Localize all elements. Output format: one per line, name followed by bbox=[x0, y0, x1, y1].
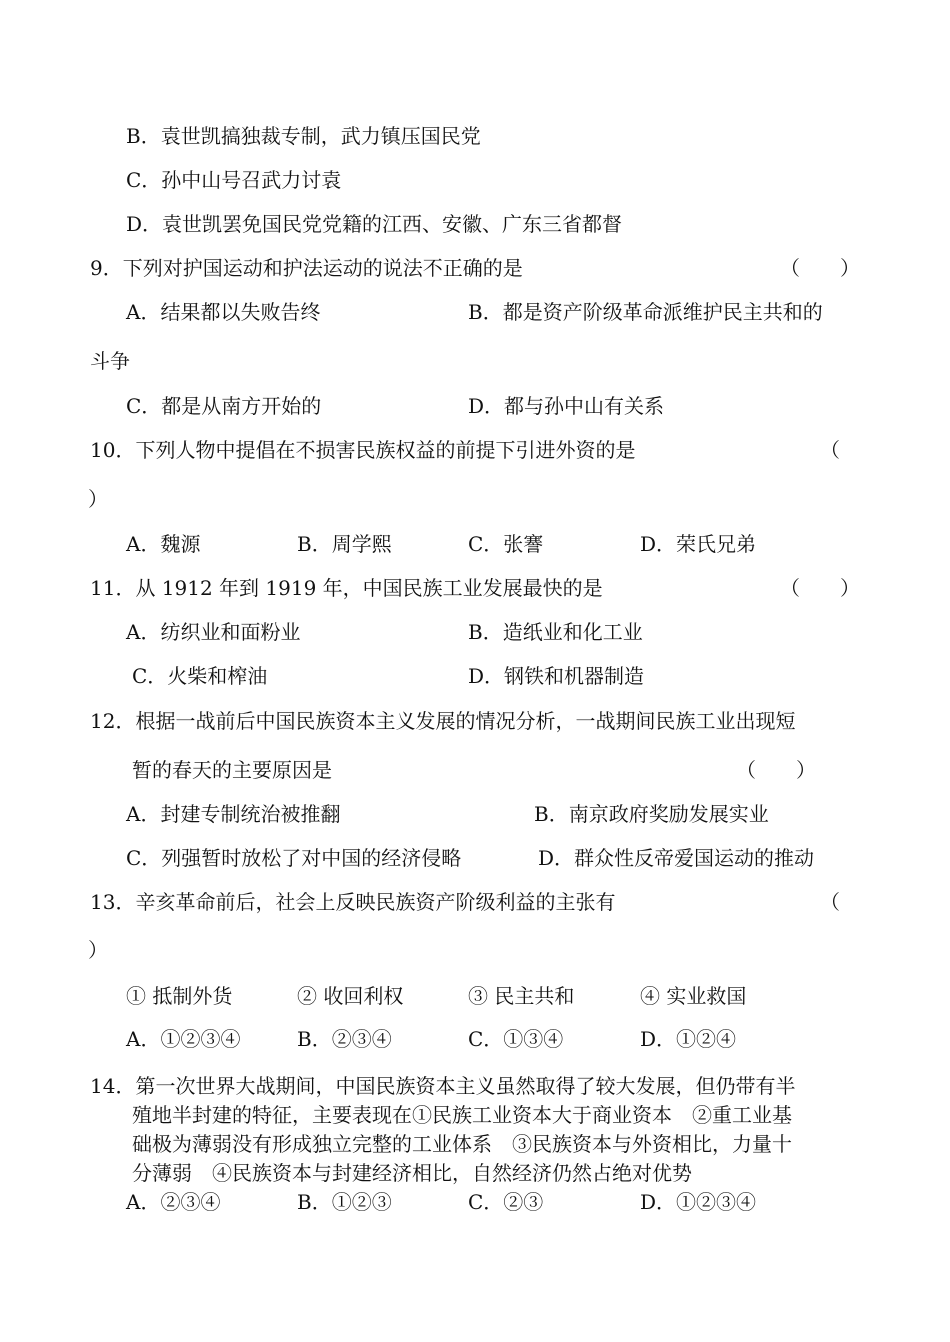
q10-option-b: B．周学熙 bbox=[297, 532, 392, 556]
q12-option-c: C．列强暂时放松了对中国的经济侵略 bbox=[126, 846, 462, 870]
q13-item-4: ④ 实业救国 bbox=[640, 984, 747, 1008]
q11-option-a: A．纺织业和面粉业 bbox=[126, 620, 301, 644]
q8-option-d: D．袁世凯罢免国民党党籍的江西、安徽、广东三省都督 bbox=[126, 212, 623, 236]
q14-option-a: A．②③④ bbox=[126, 1190, 221, 1214]
q13-item-3: ③ 民主共和 bbox=[468, 984, 575, 1008]
q12-option-a: A．封建专制统治被推翻 bbox=[126, 802, 341, 826]
q9-option-b-wrap: 斗争 bbox=[90, 349, 130, 373]
q13-option-a: A．①②③④ bbox=[126, 1027, 241, 1051]
q10-paren-open: （ bbox=[820, 438, 840, 462]
q9-option-a: A．结果都以失败告终 bbox=[126, 300, 321, 324]
q14-stem-line-3: 础极为薄弱没有形成独立完整的工业体系 ③民族资本与外资相比，力量十 bbox=[132, 1132, 792, 1156]
q14-stem-line-2: 殖地半封建的特征，主要表现在①民族工业资本大于商业资本 ②重工业基 bbox=[132, 1103, 792, 1127]
q9-option-c: C．都是从南方开始的 bbox=[126, 394, 322, 418]
q12-answer-paren: （ ） bbox=[736, 758, 816, 782]
q14-stem-line-1: 14．第一次世界大战期间，中国民族资本主义虽然取得了较大发展，但仍带有半 bbox=[90, 1074, 796, 1098]
q10-option-d: D．荣氏兄弟 bbox=[640, 532, 757, 556]
q14-option-b: B．①②③ bbox=[297, 1190, 392, 1214]
q11-stem: 11．从 1912 年到 1919 年，中国民族工业发展最快的是 bbox=[90, 576, 603, 600]
q11-option-d: D．钢铁和机器制造 bbox=[468, 664, 645, 688]
q12-option-d: D．群众性反帝爱国运动的推动 bbox=[538, 846, 815, 870]
q13-paren-open: （ bbox=[820, 890, 840, 914]
q9-option-d: D．都与孙中山有关系 bbox=[468, 394, 665, 418]
q14-stem-line-4: 分薄弱 ④民族资本与封建经济相比，自然经济仍然占绝对优势 bbox=[132, 1161, 692, 1185]
q13-item-1: ① 抵制外货 bbox=[126, 984, 233, 1008]
q8-option-c: C．孙中山号召武力讨袁 bbox=[126, 168, 342, 192]
q10-option-c: C．张謇 bbox=[468, 532, 544, 556]
q10-option-a: A．魏源 bbox=[126, 532, 201, 556]
q13-stem: 13．辛亥革命前后，社会上反映民族资产阶级利益的主张有 bbox=[90, 890, 616, 914]
q12-option-b: B．南京政府奖励发展实业 bbox=[534, 802, 769, 826]
q13-option-d: D．①②④ bbox=[640, 1027, 737, 1051]
q9-answer-paren: （ ） bbox=[780, 256, 860, 280]
q13-option-c: C．①③④ bbox=[468, 1027, 564, 1051]
q14-option-c: C．②③ bbox=[468, 1190, 544, 1214]
q10-stem: 10．下列人物中提倡在不损害民族权益的前提下引进外资的是 bbox=[90, 438, 636, 462]
q9-stem: 9．下列对护国运动和护法运动的说法不正确的是 bbox=[90, 256, 523, 280]
q11-answer-paren: （ ） bbox=[780, 576, 860, 600]
q12-stem-line-2: 暂的春天的主要原因是 bbox=[132, 758, 332, 782]
q13-option-b: B．②③④ bbox=[297, 1027, 392, 1051]
q9-option-b: B．都是资产阶级革命派维护民主共和的 bbox=[468, 300, 823, 324]
q10-paren-close: ） bbox=[88, 487, 108, 511]
q13-paren-close: ） bbox=[88, 938, 108, 962]
q8-option-b: B．袁世凯搞独裁专制，武力镇压国民党 bbox=[126, 124, 481, 148]
q11-option-b: B．造纸业和化工业 bbox=[468, 620, 643, 644]
q13-item-2: ② 收回利权 bbox=[297, 984, 404, 1008]
q11-option-c: C．火柴和榨油 bbox=[132, 664, 268, 688]
q14-option-d: D．①②③④ bbox=[640, 1190, 757, 1214]
q12-stem-line-1: 12．根据一战前后中国民族资本主义发展的情况分析，一战期间民族工业出现短 bbox=[90, 709, 796, 733]
